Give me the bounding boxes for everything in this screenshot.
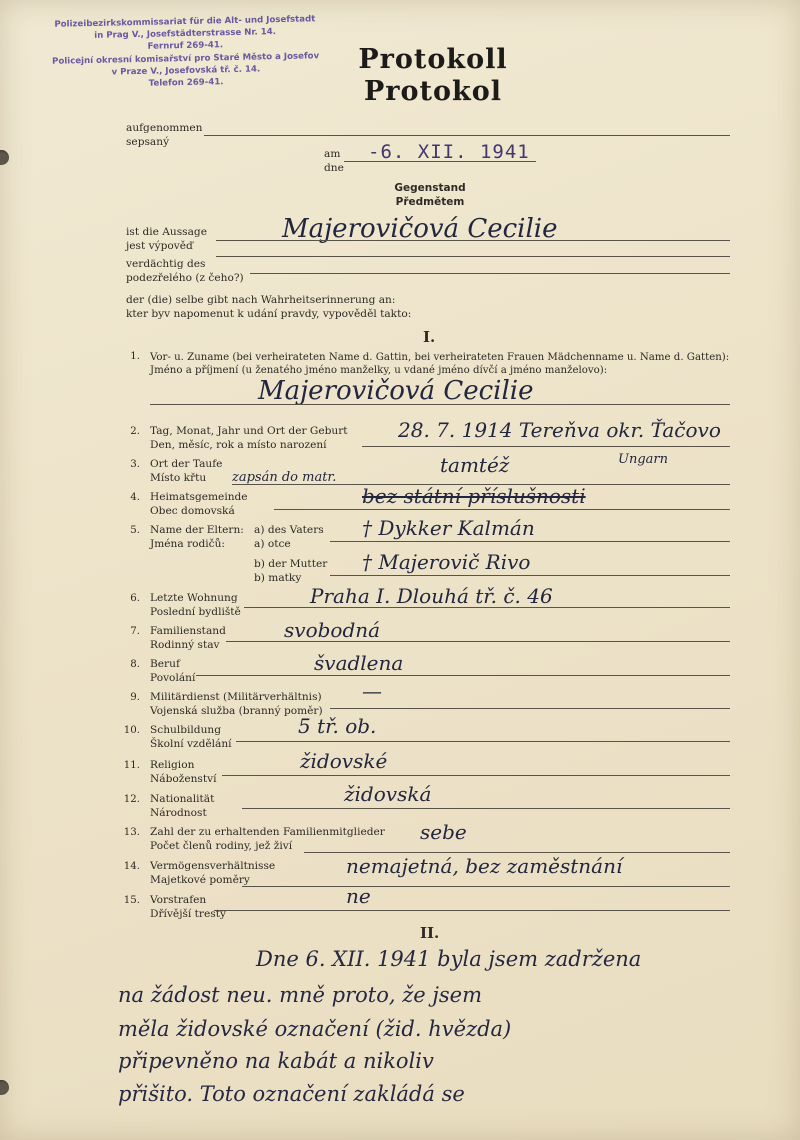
q2-number: 2. bbox=[130, 426, 140, 437]
q1-number: 1. bbox=[130, 351, 140, 362]
title-czech: Protokol bbox=[364, 76, 502, 107]
label-aussage-de: ist die Aussage bbox=[126, 226, 207, 238]
line-q6 bbox=[244, 607, 730, 608]
q11-label-cs: Náboženství bbox=[150, 773, 217, 785]
q1-label-cs: Jméno a příjmení (u ženatého jméno manželky, u vdané jméno dívčí a jméno manželovo): bbox=[150, 365, 608, 376]
line-date bbox=[344, 161, 536, 162]
stamp-line-6: Telefon 269-41. bbox=[148, 77, 224, 89]
q5-b-cs: b) matky bbox=[254, 572, 302, 584]
q2-label-de: Tag, Monat, Jahr und Ort der Geburt bbox=[150, 425, 348, 437]
q11-number: 11. bbox=[123, 760, 140, 771]
line-q14 bbox=[242, 886, 730, 887]
section-two-heading: II. bbox=[420, 924, 440, 942]
q7-value: svobodná bbox=[284, 618, 381, 642]
line-q8 bbox=[196, 675, 730, 676]
q5-father-value: † Dykker Kalmán bbox=[362, 516, 535, 540]
q9-label-cs: Vojenská služba (branný poměr) bbox=[150, 705, 323, 717]
q12-label-cs: Národnost bbox=[150, 807, 207, 819]
q14-label-de: Vermögensverhältnisse bbox=[150, 860, 276, 872]
q14-value: nemajetná, bez zaměstnání bbox=[346, 854, 623, 878]
line-q7 bbox=[226, 641, 730, 642]
q5-b-de: b) der Mutter bbox=[254, 558, 328, 570]
q4-value: bez státní příslušnosti bbox=[362, 484, 586, 508]
label-dne: dne bbox=[324, 162, 344, 174]
q6-value: Praha I. Dlouhá tř. č. 46 bbox=[310, 584, 553, 608]
q6-number: 6. bbox=[130, 593, 140, 604]
line-verdachtig-2 bbox=[250, 273, 730, 274]
q15-number: 15. bbox=[123, 895, 140, 906]
line-q15 bbox=[214, 910, 730, 911]
q5-label-cs: Jména rodičů: bbox=[150, 538, 226, 550]
q12-label-de: Nationalität bbox=[150, 793, 215, 805]
q1-value: Majerovičová Cecilie bbox=[258, 376, 534, 406]
stamp-line-5: v Praze V., Josefovská tř. č. 14. bbox=[111, 64, 261, 78]
police-stamp bbox=[47, 13, 323, 92]
label-erinnerung-cs: kter byv napomenut k udání pravdy, vypověděl takto: bbox=[126, 308, 412, 320]
label-aussage-cs: jest výpověď bbox=[126, 240, 193, 252]
q1-label-de: Vor- u. Zuname (bei verheirateten Name d. Gattin, bei verheirateten Frauen Mädchenname u. Name d. Gatten): bbox=[150, 352, 730, 363]
q15-label-cs: Dřívější tresty bbox=[150, 908, 226, 920]
q8-number: 8. bbox=[130, 659, 140, 670]
line-q13 bbox=[304, 852, 730, 853]
q14-number: 14. bbox=[123, 861, 140, 872]
q11-label-de: Religion bbox=[150, 759, 195, 771]
q5-a-de: a) des Vaters bbox=[254, 524, 324, 536]
aussage-value: Majerovičová Cecilie bbox=[282, 214, 558, 244]
q3-label-de: Ort der Taufe bbox=[150, 458, 223, 470]
q8-label-de: Beruf bbox=[150, 658, 180, 670]
line-q9 bbox=[330, 708, 730, 709]
q7-number: 7. bbox=[130, 626, 140, 637]
q7-label-cs: Rodinný stav bbox=[150, 639, 220, 651]
q12-value: židovská bbox=[344, 782, 432, 806]
q5-a-cs: a) otce bbox=[254, 538, 291, 550]
label-verdachtig-de: verdächtig des bbox=[126, 258, 206, 270]
q2-value: 28. 7. 1914 Tereňva okr. Ťačovo bbox=[398, 418, 721, 442]
q10-value: 5 tř. ob. bbox=[298, 714, 377, 738]
line-aussage bbox=[216, 240, 730, 241]
stamp-line-4: Policejní okresní komisařství pro Staré Město a Josefov bbox=[51, 50, 320, 67]
q7-label-de: Familienstand bbox=[150, 625, 226, 637]
q6-label-de: Letzte Wohnung bbox=[150, 592, 238, 604]
stamp-line-1: Polizeibezirkskommissariat für die Alt- und Josefstadt bbox=[54, 14, 316, 30]
q14-label-cs: Majetkové poměry bbox=[150, 874, 250, 886]
q4-label-de: Heimatsgemeinde bbox=[150, 491, 248, 503]
q10-number: 10. bbox=[123, 725, 140, 736]
line-q12 bbox=[242, 808, 730, 809]
q4-label-cs: Obec domovská bbox=[150, 505, 235, 517]
punch-hole-top bbox=[0, 150, 9, 165]
line-q4 bbox=[274, 509, 730, 510]
label-am: am bbox=[324, 148, 341, 160]
q15-label-de: Vorstrafen bbox=[150, 894, 207, 906]
q4-number: 4. bbox=[130, 492, 140, 503]
q6-label-cs: Poslední bydliště bbox=[150, 606, 241, 618]
line-aufgenommen bbox=[204, 135, 730, 136]
line-q5a bbox=[330, 541, 730, 542]
line-verdachtig-1 bbox=[216, 256, 730, 257]
q12-number: 12. bbox=[123, 794, 140, 805]
q13-value: sebe bbox=[420, 820, 467, 844]
q13-label-de: Zahl der zu erhaltenden Familienmitglieder bbox=[150, 826, 385, 838]
q3-label-cs: Místo křtu bbox=[150, 472, 207, 484]
q2-label-cs: Den, měsíc, rok a místo narození bbox=[150, 439, 327, 451]
q5-number: 5. bbox=[130, 525, 140, 536]
narrative-line-2: na žádost neu. mně proto, že jsem bbox=[118, 983, 483, 1007]
q3-value: tamtéž bbox=[440, 453, 510, 477]
label-predmetem: Předmětem bbox=[395, 196, 465, 208]
q15-value: ne bbox=[346, 884, 371, 908]
narrative-line-4: připevněno na kabát a nikoliv bbox=[118, 1049, 434, 1073]
q9-value: — bbox=[362, 679, 382, 703]
line-q5b bbox=[330, 575, 730, 576]
narrative-line-5: přišito. Toto označení zakládá se bbox=[118, 1082, 465, 1106]
q10-label-de: Schulbildung bbox=[150, 724, 221, 736]
label-sepsany: sepsaný bbox=[126, 136, 170, 148]
line-q1 bbox=[150, 404, 730, 405]
q8-label-cs: Povolání bbox=[150, 672, 196, 684]
label-erinnerung-de: der (die) selbe gibt nach Wahrheitserinnerung an: bbox=[126, 294, 396, 306]
q11-value: židovské bbox=[300, 749, 388, 773]
section-one-heading: I. bbox=[423, 328, 436, 346]
q13-number: 13. bbox=[123, 827, 140, 838]
line-q10 bbox=[236, 741, 730, 742]
line-q2 bbox=[362, 446, 730, 447]
narrative-line-3: měla židovské označení (žid. hvězda) bbox=[118, 1017, 512, 1041]
q10-label-cs: Školní vzdělání bbox=[150, 738, 232, 750]
q8-value: švadlena bbox=[314, 651, 404, 675]
punch-hole-bottom bbox=[0, 1080, 9, 1095]
q3-number: 3. bbox=[130, 459, 140, 470]
stamp-line-2: in Prag V., Josefstädterstrasse Nr. 14. bbox=[94, 27, 277, 42]
narrative-line-1: Dne 6. XII. 1941 byla jsem zadržena bbox=[256, 947, 642, 971]
q5-mother-value: † Majerovič Rivo bbox=[362, 550, 531, 574]
q3-note: zapsán do matr. bbox=[232, 470, 337, 485]
title-german: Protokoll bbox=[358, 44, 508, 75]
date-stamp: -6. XII. 1941 bbox=[368, 141, 530, 163]
q5-label-de: Name der Eltern: bbox=[150, 524, 244, 536]
label-aufgenommen: aufgenommen bbox=[126, 122, 203, 134]
q13-label-cs: Počet členů rodiny, jež živí bbox=[150, 840, 293, 852]
label-verdachtig-cs: podezřelého (z čeho?) bbox=[126, 272, 244, 284]
line-q11 bbox=[222, 775, 730, 776]
label-gegenstand: Gegenstand bbox=[394, 182, 466, 194]
q9-number: 9. bbox=[130, 692, 140, 703]
stamp-line-3: Fernruf 269-41. bbox=[147, 40, 224, 53]
q9-label-de: Militärdienst (Militärverhältnis) bbox=[150, 691, 322, 703]
q2-note: Ungarn bbox=[618, 452, 668, 467]
